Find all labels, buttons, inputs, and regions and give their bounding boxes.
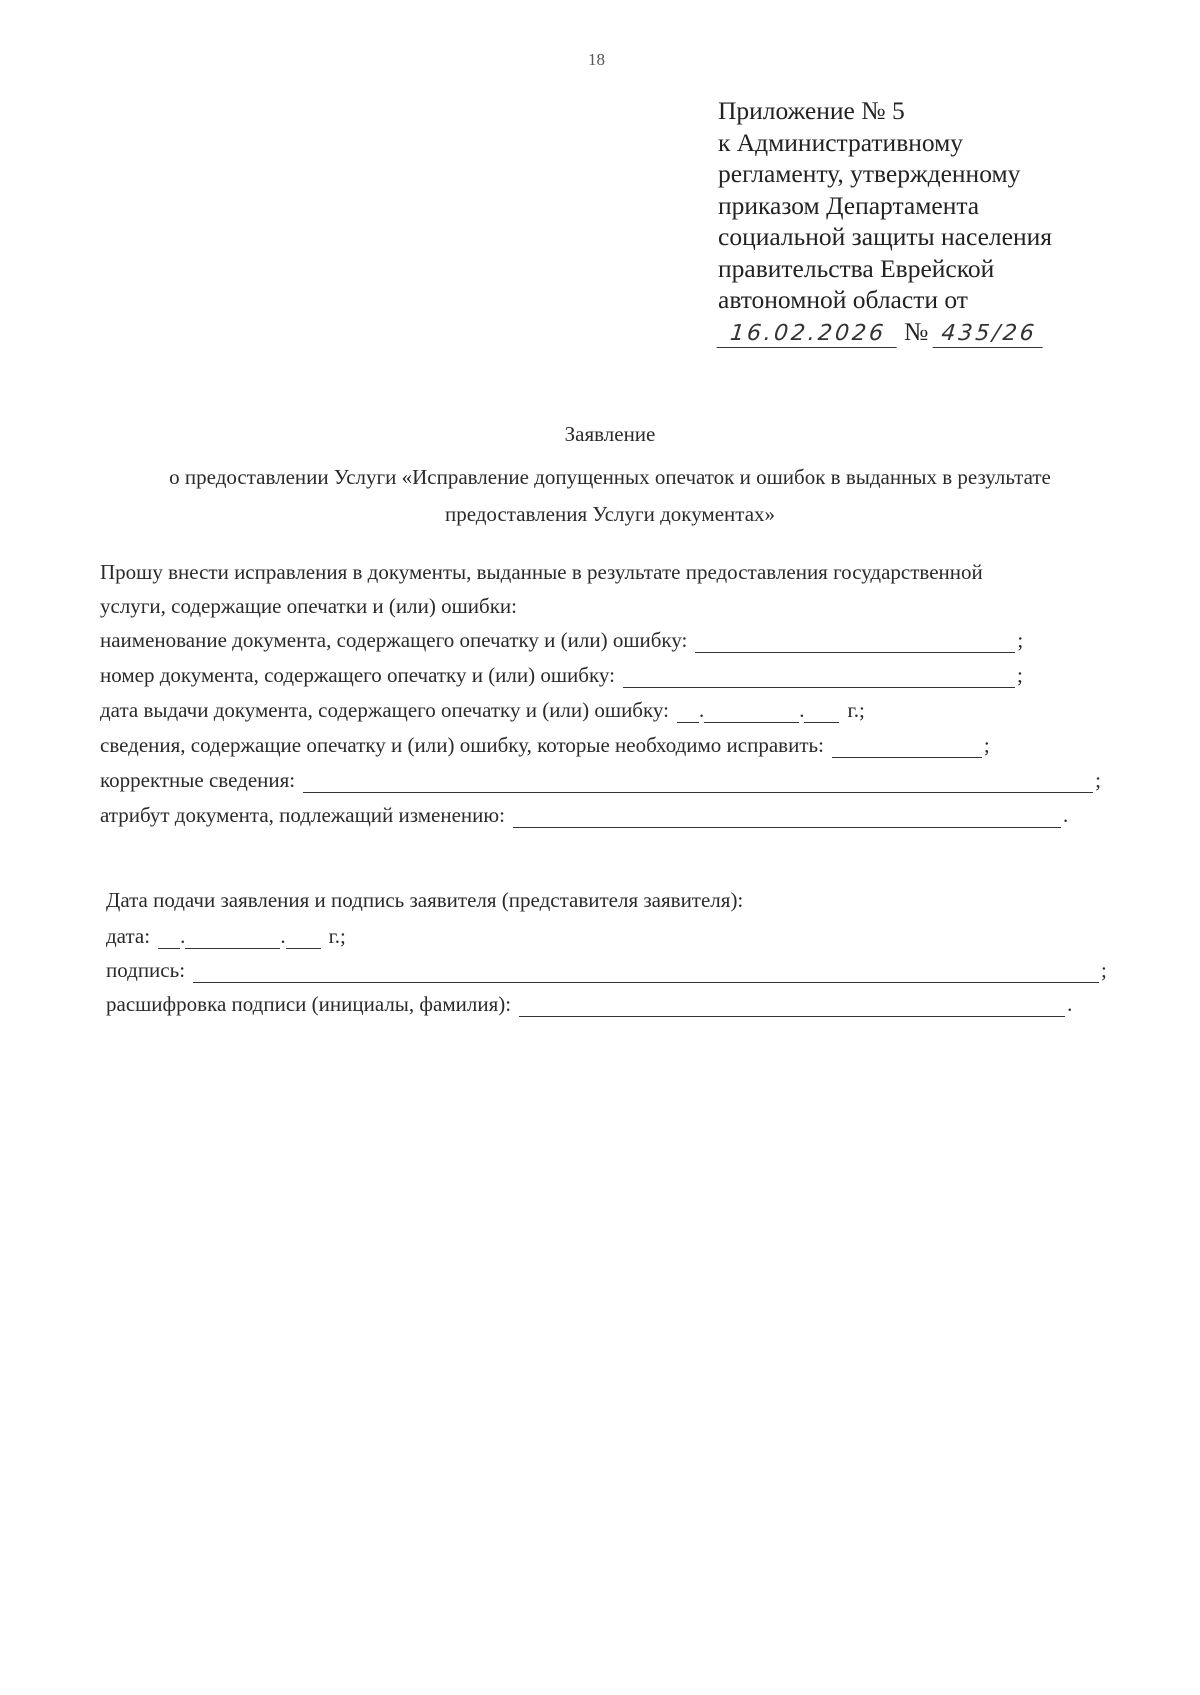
doc-number-blank[interactable] — [623, 669, 1015, 688]
submission-date: дата: . . г.; — [106, 924, 346, 948]
appendix-line: правительства Еврейской — [718, 253, 995, 283]
decode-blank[interactable] — [519, 998, 1065, 1017]
attribute-blank[interactable] — [513, 809, 1061, 828]
year-suffix: г.; — [847, 698, 865, 722]
request-section — [100, 560, 1120, 860]
semicolon: ; — [1017, 628, 1024, 652]
period: . — [1062, 803, 1069, 827]
submission-decode — [106, 992, 1072, 1017]
handwritten-order-date: 16.02.2026 — [717, 321, 900, 348]
appendix-line: социальной защиты населения — [718, 222, 1052, 251]
field-attribute-label: атрибут документа, подлежащий изменению: — [100, 803, 505, 827]
submission-signature — [106, 958, 1107, 983]
semicolon: ; — [1016, 663, 1023, 687]
intro-text-1: Прошу внести исправления в документы, выданные в результате предоставления государственной — [100, 560, 983, 584]
field-issue-date: дата выдачи документа, содержащего опечатку и (или) ошибку: . . г.; — [100, 698, 865, 722]
order-date-number — [718, 316, 1158, 348]
issue-year-blank[interactable] — [804, 704, 839, 723]
submit-year-blank[interactable] — [286, 930, 321, 949]
field-info-to-fix — [100, 733, 990, 758]
intro-text-2: услуги, содержащие опечатки и (или) ошибки: — [100, 594, 517, 618]
semicolon: ; — [1095, 768, 1101, 792]
appendix-line: регламенту, утвержденному — [718, 159, 1021, 188]
submit-month-blank[interactable] — [185, 930, 280, 949]
submission-heading-text: Дата подачи заявления и подпись заявителя (представителя заявителя): — [106, 888, 744, 912]
appendix-line: приказом Департамента — [718, 190, 980, 220]
subtitle-line-1: о предоставлении Услуги «Исправление допущенных опечаток и ошибок в выданных в результате — [169, 465, 1051, 489]
field-doc-number-label: номер документа, содержащего опечатку и (или) ошибку: — [100, 663, 615, 687]
document-subtitle — [80, 459, 1140, 533]
semicolon: ; — [1101, 958, 1107, 982]
field-doc-number — [100, 663, 1023, 688]
year-suffix: г.; — [328, 924, 346, 948]
field-doc-name — [100, 628, 1023, 653]
field-info-to-fix-label: сведения, содержащие опечатку и (или) ошибку, которые необходимо исправить: — [100, 733, 824, 757]
subtitle-line-2: предоставления Услуги документах» — [444, 502, 776, 526]
field-correct-info-label: корректные сведения: — [100, 768, 296, 792]
signature-label: подпись: — [106, 958, 186, 982]
field-issue-date-label: дата выдачи документа, содержащего опечатку и (или) ошибку: — [100, 698, 669, 722]
appendix-header — [718, 95, 1158, 348]
field-doc-name-label: наименование документа, содержащего опечатку и (или) ошибку: — [100, 628, 688, 652]
issue-month-blank[interactable] — [704, 704, 799, 723]
submission-heading — [106, 888, 743, 913]
appendix-line: Приложение № 5 — [718, 96, 905, 125]
period: . — [1067, 992, 1073, 1016]
decode-label: расшифровка подписи (инициалы, фамилия): — [106, 992, 512, 1016]
appendix-line: автономной области от — [718, 285, 968, 314]
submission-section — [106, 888, 1126, 1048]
document-title: Заявление — [564, 422, 656, 446]
date-label: дата: — [106, 924, 151, 948]
request-intro-line-1 — [100, 560, 983, 585]
info-to-fix-blank[interactable] — [832, 739, 982, 758]
page-number: 18 — [588, 50, 605, 69]
field-correct-info — [100, 768, 1101, 793]
signature-blank[interactable] — [193, 964, 1099, 983]
field-attribute — [100, 803, 1068, 828]
request-intro-line-2 — [100, 594, 517, 619]
semicolon: ; — [983, 733, 990, 757]
correct-info-blank[interactable] — [303, 774, 1093, 793]
submit-day-blank[interactable] — [158, 930, 180, 949]
number-sign: № — [904, 316, 929, 346]
issue-day-blank[interactable] — [677, 704, 699, 723]
doc-name-blank[interactable] — [695, 634, 1015, 653]
appendix-line: к Административному — [718, 127, 964, 157]
handwritten-order-number: 435/26 — [933, 321, 1046, 348]
